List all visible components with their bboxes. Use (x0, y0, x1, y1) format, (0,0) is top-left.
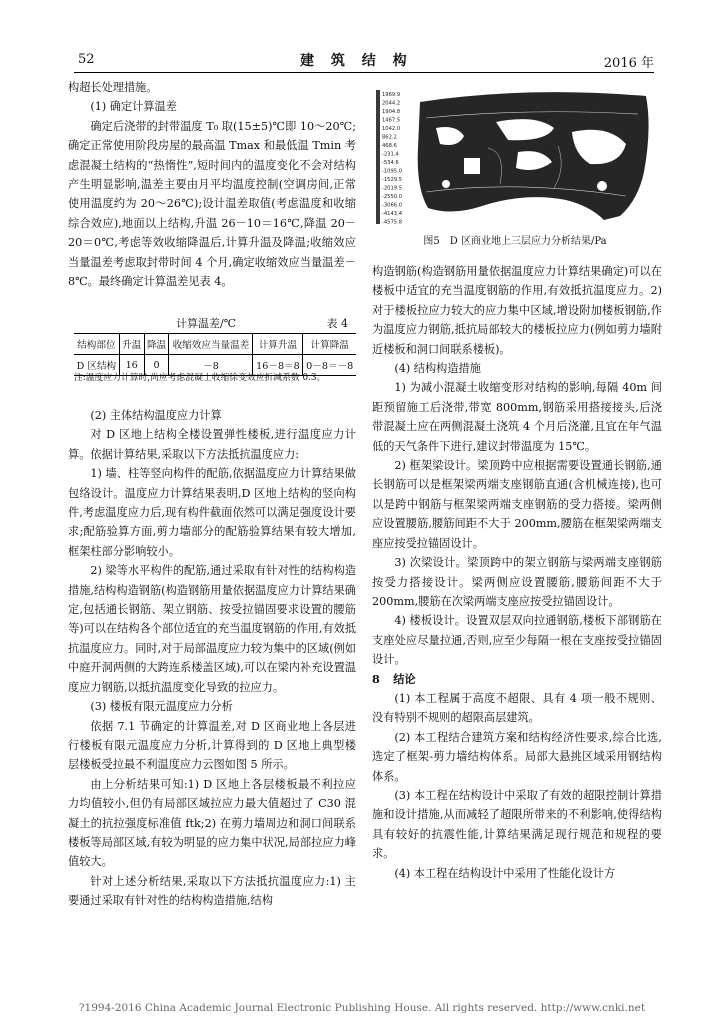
floor-plan-stress-map (418, 92, 649, 220)
table-title: 计算温差/℃ (176, 317, 237, 330)
paragraph: 由上分析结果可知:1) D 区地上各层楼板最不利拉应力均值较小,但仍有局部区域拉应力最大值超过了 C30 混凝土的抗拉强度标准值 ftk;2) 在剪力墙周边和洞口间联系楼板等局部区域,有较为明显的应力集中状况,局部拉应力峰值较大。 (68, 777, 356, 869)
legend-label: 1904.8 (382, 109, 401, 115)
legend-label: -4575.8 (382, 219, 403, 226)
table-cell: 16－8＝8 (253, 355, 303, 376)
paragraph: (4) 本工程在结构设计中采用了性能化设计方 (394, 866, 616, 880)
table-cell: D 区结构 (76, 361, 117, 372)
figure-5 (376, 88, 654, 228)
paragraph: 依据 7.1 节确定的计算温差,对 D 区商业地上各层进行楼板有限元温度应力分析,计算得到的 D 区地上典型楼层楼板受拉最不利温度应力云图如图 5 所示。 (68, 719, 356, 772)
legend-label: 2044.2 (382, 100, 401, 107)
subsection-heading: (4) 结构构造措施 (394, 362, 481, 376)
section-heading (372, 670, 662, 689)
table-cell: 0－8＝－8 (303, 355, 356, 376)
table-header-row (74, 334, 356, 355)
table-header-cell: 升温 (119, 334, 144, 355)
figure-caption: 图5 D 区商业地上三层应力分析结果/Pa (423, 236, 607, 247)
legend-label: -1095.0 (382, 168, 403, 175)
temperature-table (74, 333, 356, 376)
table-header-cell: 收缩效应当量温差 (169, 334, 253, 355)
legend (376, 90, 403, 226)
paragraph: (1) 本工程属于高度不超限、具有 4 项一般不规则、没有特别不规则的超限高层建筑。 (372, 691, 662, 725)
paragraph: (3) 本工程在结构设计中采取了有效的超限控制计算措施和设计措施,从而减轻了超限所带来的不利影响,使得结构具有较好的抗震性能,计算结果满足现行规范和规程的要求。 (372, 788, 662, 861)
legend-label: -2019.5 (382, 185, 403, 192)
legend-label: -3066.0 (382, 202, 403, 209)
paragraph: 对 D 区地上结构全楼设置弹性楼板,进行温度应力计算。依据计算结果,采取以下方法抵抗温度应力: (68, 428, 356, 461)
paragraph: 3) 次梁设计。梁顶跨中的架立钢筋与梁两端支座钢筋按受力搭接设计。梁两侧应设置腰筋,腰筋间距不大于 200mm,腰筋在次梁两端支座应按受拉锚固设计。 (372, 556, 662, 608)
table-cell: －8 (169, 355, 253, 376)
right-column (372, 262, 662, 883)
legend-label: -2550.0 (382, 194, 403, 200)
legend-label: -1529.5 (382, 177, 403, 183)
legend-label: 1467.5 (382, 117, 401, 124)
legend-label: -4143.4 (382, 211, 403, 217)
table-header-cell: 结构部位 (77, 340, 116, 351)
paragraph: 2) 框架梁设计。梁顶跨中应根据需要设置通长钢筋,通长钢筋可以是框架梁两端支座钢筋直通(含机械连接),也可以是跨中钢筋与框架梁两端支座钢筋的受力搭接。梁两侧应设置腰筋,腰筋间距不大于 200mm,腰筋在框架梁两端支座应按受拉锚固设计。 (372, 459, 662, 550)
paragraph: 1) 为减小混凝土收缩变形对结构的影响,每隔 40m 间距预留施工后浇带,带宽 800mm,钢筋采用搭接接头,后浇带混凝土应在两侧混凝土浇筑 4 个月后浇灌,且宜在年气温低的天气条件下进行,建议封带温度为 15℃。 (372, 381, 662, 453)
section-title: 结论 (393, 671, 416, 686)
table-header-cell: 降温 (144, 334, 169, 355)
table-header-cell: 计算降温 (303, 334, 356, 355)
paragraph: (2) 本工程结合建筑方案和结构经济性要求,综合比选,选定了框架-剪力墙结构体系。局部大悬挑区域采用钢结构体系。 (372, 730, 662, 783)
legend-label: 468.6 (382, 143, 397, 149)
legend-label: -534.6 (382, 160, 399, 166)
page-number: 52 (78, 52, 95, 67)
left-column-bottom (68, 406, 356, 911)
copyright-footer: ?1994-2016 China Academic Journal Electronic Publishing House. All rights reserved. http://www.cnki.net (78, 1002, 646, 1014)
journal-year: 2016 年 (603, 56, 654, 71)
paragraph: 1) 墙、柱等竖向构件的配筋,依据温度应力计算结果做包络设计。温度应力计算结果表明,D 区地上结构的竖向构件,考虑温度应力后,现有构件截面依然可以满足强度设计要求;配筋验算方面,剪力墙部分的配筋验算结果有较大增加,框架柱部分影响较小。 (68, 467, 356, 558)
journal-title: 建 筑 结 构 (300, 53, 413, 69)
stress-contour-image (376, 88, 654, 228)
legend-label: 862.2 (382, 134, 397, 141)
table-cell: 16 (119, 355, 144, 376)
legend-label: 1969.9 (382, 92, 401, 98)
section-number: 8 (372, 671, 380, 686)
header-rule (74, 72, 654, 73)
paragraph: 针对上述分析结果,采取以下方法抵抗温度应力:1) 主要通过采取有针对性的结构构造措施,结构 (68, 874, 356, 908)
paragraph: 确定后浇带的封带温度 T₀ 取(15±5)℃即 10～20℃;确定正常使用阶段房屋的最高温 Tmax 和最低温 Tmin 考虑混凝土结构的“热惰性”,短时间内的温度变化不会对结构产生明显影响,温差主要由月平均温度控制(空调房间,正常使用温度约为 20～26℃);设计温差取值(考虑温度和收缩综合效应),地面以上结构,升温 26－10＝16℃,降温 20－20＝0℃,考虑等效收缩降温后,计算升温及降温;收缩效应当量温差考虑取封带时间 4 个月,确定收缩效应当量温差－8℃。最终确定计算温差见表 4。 (68, 119, 356, 289)
legend-label: 1042.0 (382, 126, 401, 132)
subsection-heading: (3) 楼板有限元温度应力分析 (90, 700, 233, 714)
paragraph: 4) 楼板设计。设置双层双向拉通钢筋,楼板下部钢筋在支座处应尽量拉通,否则,应至少每隔一根在支座按受拉锚固设计。 (372, 614, 662, 667)
left-column-top (68, 78, 356, 310)
legend-bar (376, 90, 380, 224)
table-number: 表 4 (326, 317, 348, 330)
paragraph: 2) 梁等水平构件的配筋,通过采取有针对性的结构构造措施,结构构造钢筋(构造钢筋用量依据温度应力计算结果确定,包括通长钢筋、架立钢筋、按受拉锚固要求设置的腰筋等)可以在结构各个部位适宜的充当温度钢筋的作用,有效抵抗温度应力。同时,对于局部温度应力较为集中的区域(例如中庭开洞两侧的大跨连系楼盖区域),可以在梁内补充设置温度应力钢筋,以抵抗温度变化导致的拉应力。 (68, 564, 356, 694)
subsection-heading: (1) 确定计算温差 (90, 100, 177, 114)
paragraph: 构造钢筋(构造钢筋用量依据温度应力计算结果确定)可以在楼板中适宜的充当温度钢筋的作用,有效抵抗温度应力。2) 对于楼板拉应力较大的应力集中区域,增设附加楼板钢筋,作为温度应力钢筋,抵抗局部较大的楼板拉应力(例如剪力墙附近楼板和洞口间联系楼板)。 (372, 265, 662, 356)
subsection-heading: (2) 主体结构温度应力计算 (90, 409, 222, 422)
table-header-cell: 计算升温 (253, 334, 303, 355)
paragraph: 构超长处理措施。 (68, 81, 158, 94)
table-cell: 0 (144, 355, 169, 376)
legend-label: -231.4 (382, 151, 399, 158)
table-note: 注:温度应力计算时,尚应考虑混凝土收缩徐变效应折减系数 0.3。 (74, 373, 326, 383)
